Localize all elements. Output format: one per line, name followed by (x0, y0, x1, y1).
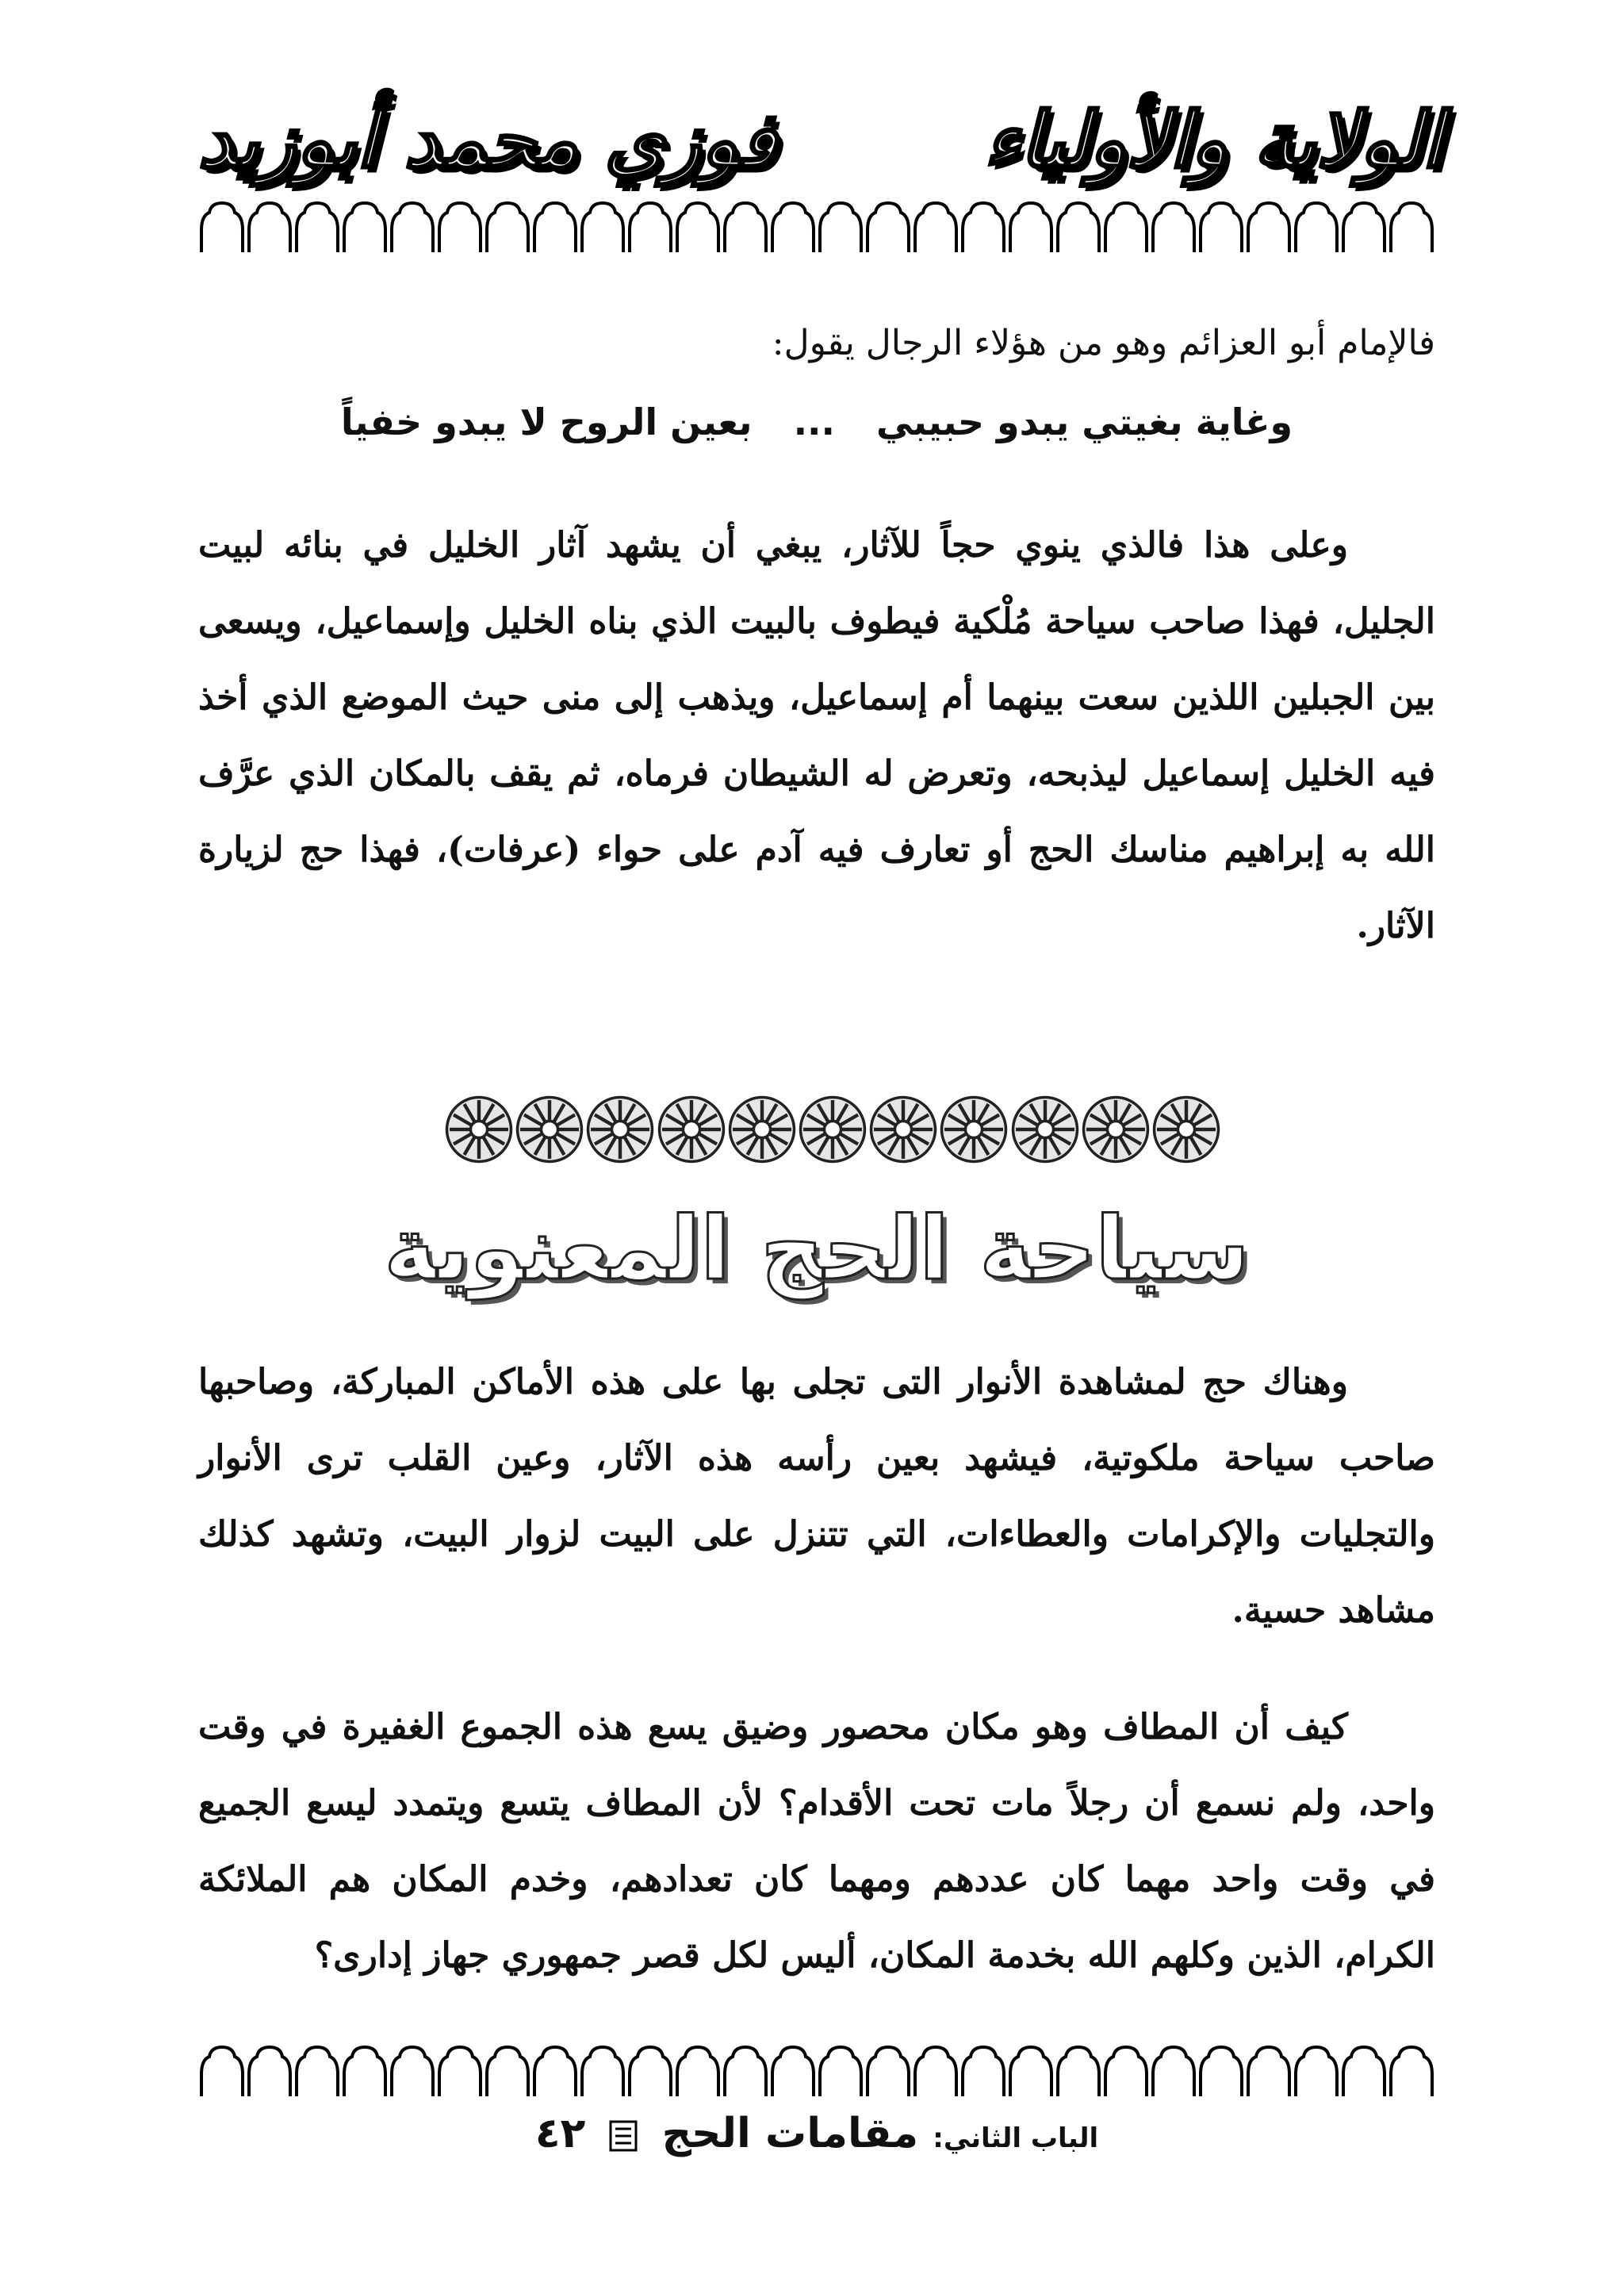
intro-line: فالإمام أبو العزائم وهو من هؤلاء الرجال يقول: (772, 323, 1435, 363)
ornament-divider (444, 1095, 1221, 1182)
ornament-medallion-icon (1081, 1095, 1151, 1164)
ornament-medallion-icon (657, 1095, 726, 1164)
page-footer (198, 2110, 1435, 2157)
ornament-medallion-icon (798, 1095, 868, 1164)
poem-verse (198, 401, 1435, 443)
ornament-medallion-icon (515, 1095, 584, 1164)
ornament-medallion-icon (939, 1095, 1009, 1164)
poem-separator: ... (793, 401, 835, 443)
ornament-medallion-icon (868, 1095, 938, 1164)
bottom-arch-border (198, 2042, 1435, 2098)
section-title: سياحة الحج المعنوية (384, 1198, 1250, 1299)
chapter-name: مقامات الحج (661, 2110, 919, 2157)
ornament-medallion-icon (585, 1095, 655, 1164)
paragraph-2: وهناك حج لمشاهدة الأنوار التى تجلى بها على هذه الأماكن المباركة، وصاحبها صاحب سياحة ملكوتية، فيشهد بعين رأسه هذه الآثار، وعين القلب ترى الأنوار والتجليات والإكرامات والعطاءات، التي تتنزل على البيت لزوار البيت، وتشهد كذلك مشاهد حسية. (198, 1362, 1435, 1631)
poem-hemistich-left: بعين الروح لا يبدو خفياً (340, 401, 753, 443)
top-arch-border (198, 198, 1435, 254)
ornament-medallion-icon (727, 1095, 797, 1164)
paragraph-3: كيف أن المطاف وهو مكان محصور وضيق يسع هذه الجموع الغفيرة في وقت واحد، ولم نسمع أن رجلاً مات تحت الأقدام؟ لأن المطاف يتسع ويتمدد ليسع الجميع في وقت واحد مهما كان عددهم ومهما كان تعدادهم، وخدم المكان هم الملائكة الكرام، الذين وكلهم الله بخدمة المكان، أليس لكل قصر جمهوري جهاز إدارى؟ (198, 1707, 1435, 1976)
poem-hemistich-right: وغاية بغيتي يبدو حبيبي (876, 401, 1293, 443)
page-marker-icon (609, 2120, 638, 2152)
ornament-medallion-icon (444, 1095, 514, 1164)
author-name: فوزي محمد أبوزيد (198, 95, 777, 185)
ornament-medallion-icon (1151, 1095, 1221, 1164)
paragraph-1: وعلى هذا فالذي ينوي حجاً للآثار، يبغي أن يشهد آثار الخليل في بنائه لبيت الجليل، فهذا صاحب سياحة مُلْكية فيطوف بالبيت الذي بناه الخليل وإسماعيل، ويسعى بين الجبلين اللذين سعت بينهما أم إسماعيل، ويذهب إلى منى حيث الموضع الذي أخذ فيه الخليل إسماعيل ليذبحه، وتعرض له الشيطان فرماه، ثم يقف بالمكان الذي عرَّف الله به إبراهيم مناسك الحج أو تعارف فيه آدم على حواء (عرفات)، فهذا حج لزيارة الآثار. (198, 525, 1435, 946)
page-number: ٤٢ (534, 2110, 586, 2157)
book-title: الولاية والأولياء (984, 95, 1443, 185)
chapter-label: الباب الثاني: (933, 2122, 1099, 2154)
ornament-medallion-icon (1010, 1095, 1080, 1164)
